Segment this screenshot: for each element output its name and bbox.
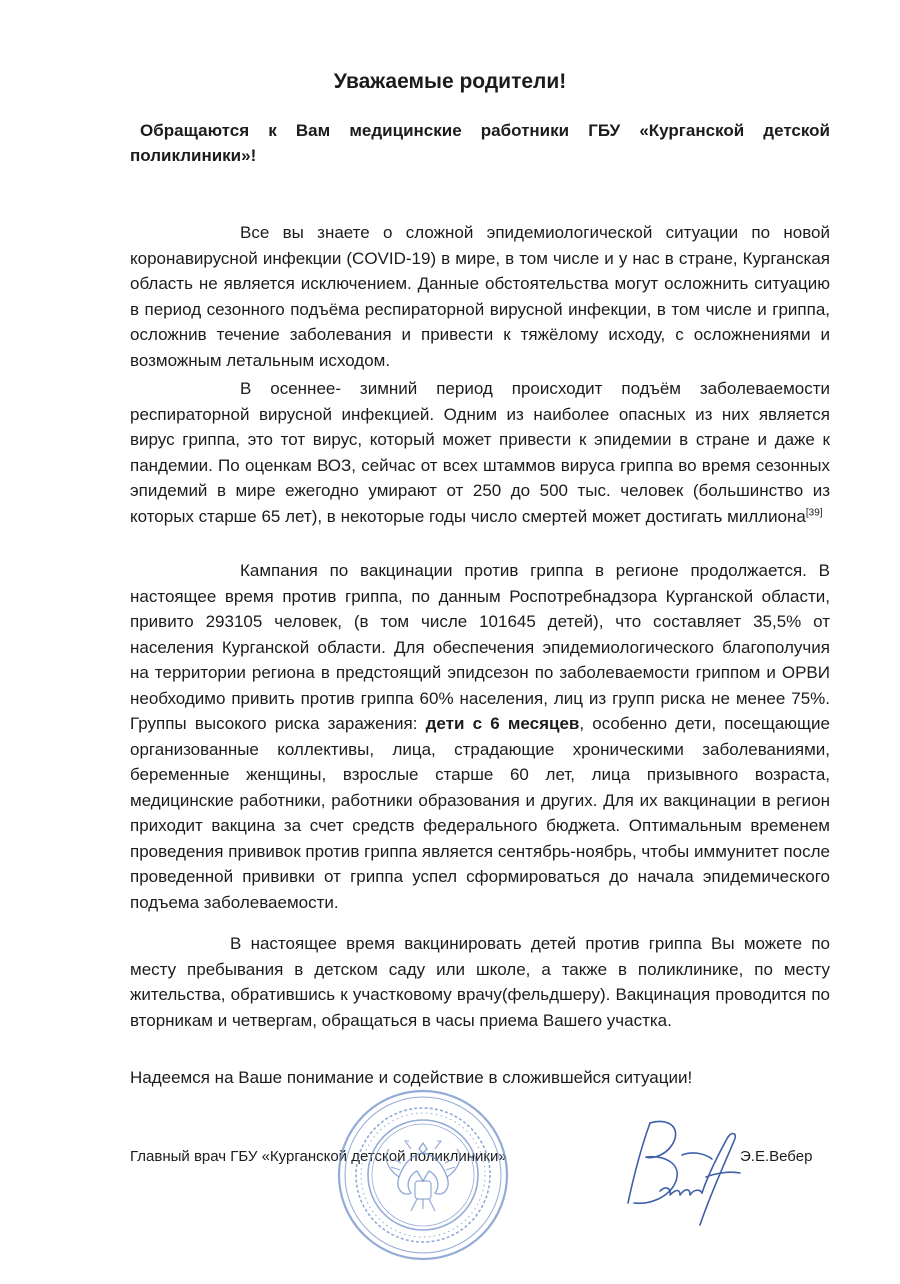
highlight-children-6-months: дети с 6 месяцев (425, 714, 580, 733)
document-title: Уважаемые родители! (333, 70, 567, 93)
paragraph-vaccination-text-a: Кампания по вакцинации против гриппа в регионе продолжается. В настоящее время против гриппа, по данным Роспотребнадзора Курганской области, привито 293105 человек, (в том числе 101645 детей), что составляет 35,5% от населения Курганской области. Для обеспечения эпидемиологического благополучия на территории региона в предстоящий эпидсезон по заболеваемости гриппом и ОРВИ необходимо привить против гриппа 60% населения, лиц из групп риска не менее 75%. Группы высокого риска заражения: (130, 561, 830, 733)
paragraph-vaccination-text-b: , особенно дети, посещающие организованные коллективы, лица, страдающие хроническими заболеваниями, беременные женщины, взрослые старше 60 лет, лица призывного возраста, медицинские работники, работники образования и других. Для их вакцинации в регион приходит вакцина за счет средств федерального бюджета. Оптимальным временем проведения прививок против гриппа является сентябрь-ноябрь, чтобы иммунитет после проведенной прививки от гриппа успел сформироваться до начала эпидемического подъема заболеваемости. (130, 714, 830, 912)
reference-footnote: [39] (805, 506, 823, 518)
signatory-role: Главный врач ГБУ «Курганской детской поликлиники» (130, 1148, 507, 1165)
paragraph-flu-danger (130, 376, 830, 529)
round-seal-icon (333, 1085, 513, 1265)
paragraph-where-to-vaccinate: В настоящее время вакцинировать детей против гриппа Вы можете по месту пребывания в детском саду или школе, а также в поликлинике, по месту жительства, обратившись к участковому врачу(фельдшеру). Вакцинация проводится по вторникам и четвергам, обращаться в часы приема Вашего участка. (130, 934, 830, 1030)
paragraph-covid-situation: Все вы знаете о сложной эпидемиологической ситуации по новой коронавирусной инфекции (COVID-19) в мире, в том числе и у нас в стране, Курганская область не является исключением. Данные обстоятельства могут осложнить ситуацию в период сезонного подъёма респираторной вирусной инфекции, в том числе и гриппа, осложнив течение заболевания и привести к тяжёлому исходу, с осложнениями и возможным летальным исходом. (130, 223, 830, 370)
signatory-name: Э.Е.Вебер (740, 1148, 813, 1165)
paragraph-flu-danger-text: В осеннее- зимний период происходит подъём заболеваемости респираторной вирусной инфекцией. Одним из наиболее опасных из них является вирус гриппа, это тот вирус, который может привести к эпидемии в стране и даже к пандемии. По оценкам ВОЗ, сейчас от всех штаммов вируса гриппа во время сезонных эпидемий в мире ежегодно умирают от 250 до 500 тыс. человек (большинство из которых старше 65 лет), в некоторые годы число смертей может достигать миллиона (130, 379, 830, 526)
handwritten-signature-icon (620, 1115, 745, 1230)
document-subtitle: Обращаются к Вам медицинские работники ГБУ «Курганской детской поликлиники»! (130, 121, 830, 165)
closing-line: Надеемся на Ваше понимание и содействие в сложившейся ситуации! (130, 1068, 693, 1087)
paragraph-vaccination-campaign (130, 558, 830, 915)
